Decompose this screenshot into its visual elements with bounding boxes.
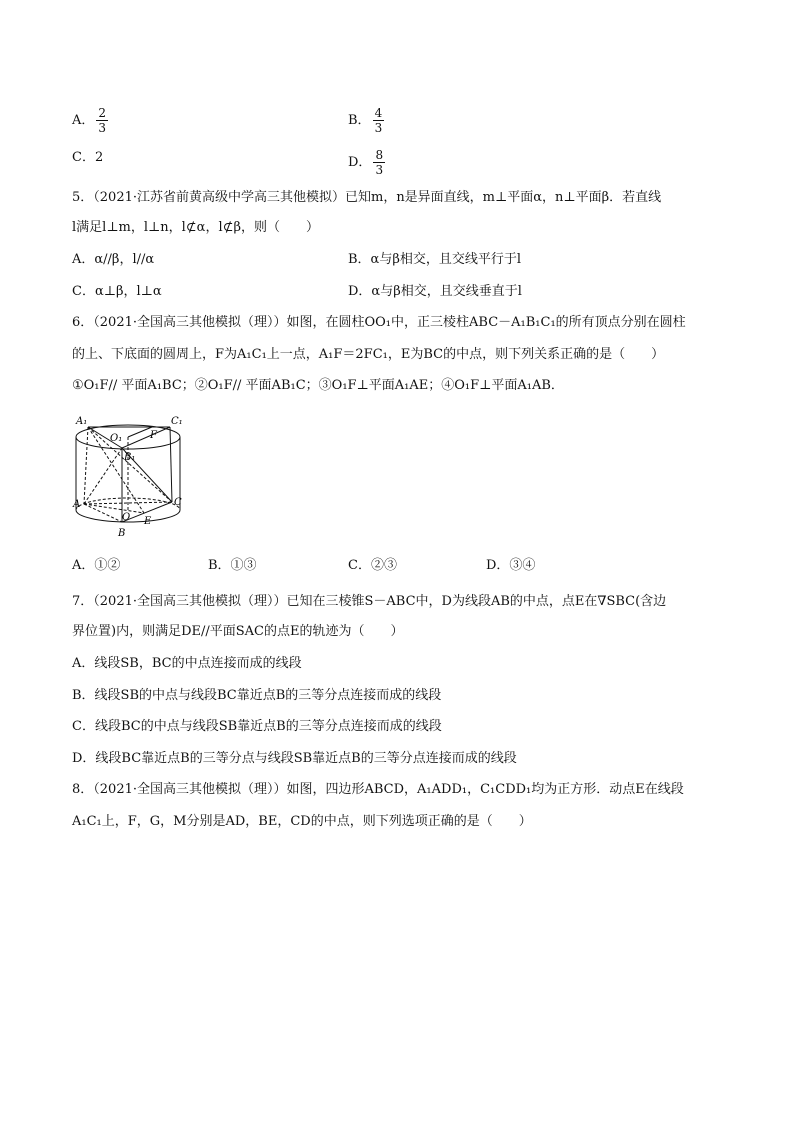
- q4-option-c: [72, 148, 103, 168]
- q6-option-d: D．③④: [486, 558, 536, 573]
- q7-option-b: B．线段SB的中点与线段BC靠近点B的三等分点连接而成的线段: [72, 688, 442, 703]
- q5-stem-line2: l满足l⊥m，l⊥n，l⊄α，l⊄β，则（ ）: [72, 220, 320, 235]
- q8-stem-line1: 8．（2021·全国高三其他模拟（理））如图，四边形ABCD，A₁ADD₁，C₁CDD₁均为正方形．动点E在线段: [72, 782, 684, 797]
- q6-option-c: C．②③: [348, 558, 397, 573]
- q5-stem-line1: 5．（2021·江苏省前黄高级中学高三其他模拟）已知m，n是异面直线，m⊥平面α，n⊥平面β．若直线: [72, 190, 662, 205]
- option-label: A．: [72, 113, 95, 128]
- q4-option-d: [348, 148, 385, 177]
- label-b: B: [118, 528, 126, 539]
- q6-stem-line1: 6．（2021·全国高三其他模拟（理））如图，在圆柱OO₁中，正三棱柱ABC－A₁B₁C₁的所有顶点分别在圆柱: [72, 315, 686, 330]
- edge-ab: [84, 504, 122, 522]
- label-o1: O₁: [110, 433, 123, 444]
- q6-option-b: B．①③: [208, 558, 257, 573]
- label-o: O: [122, 512, 131, 523]
- label-c: C: [174, 497, 182, 508]
- q5-option-b: B．α与β相交，且交线平行于l: [348, 252, 522, 267]
- q7-option-a: A．线段SB，BC的中点连接而成的线段: [72, 656, 302, 671]
- segment-o1f: [128, 427, 152, 437]
- cylinder-prism-figure: [70, 412, 190, 542]
- label-c1: C₁: [171, 416, 183, 427]
- label-a: A: [73, 499, 81, 510]
- q7-option-d: D．线段BC靠近点B的三等分点与线段SB靠近点B的三等分点连接而成的线段: [72, 751, 517, 766]
- segment-ab1: [84, 448, 122, 504]
- fraction: $\frac{8}{3}$: [375, 148, 384, 177]
- label-f: F: [150, 430, 157, 441]
- q5-option-c: C．α⊥β，l⊥α: [72, 284, 162, 299]
- q7-stem-line2: 界位置)内，则满足DE//平面SAC的点E的轨迹为（ ）: [72, 624, 404, 639]
- q5-option-d: D．α与β相交，且交线垂直于l: [348, 284, 522, 299]
- q7-stem-line1: 7．（2021·全国高三其他模拟（理））已知在三棱锥S－ABC中，D为线段AB的中点，点E在∇SBC(含边: [72, 594, 667, 609]
- q5-option-a: A．α//β，l//α: [72, 252, 155, 267]
- option-label: D．: [348, 155, 372, 170]
- q6-stem-line2: 的上、下底面的圆周上，F为A₁C₁上一点，A₁F＝2FC₁，E为BC的中点，则下列关系正确的是（ ）: [72, 347, 665, 362]
- label-a1: A₁: [76, 416, 88, 427]
- fraction: $\frac{2}{3}$: [98, 106, 107, 135]
- label-b1: B₁: [124, 452, 136, 463]
- edge-b1c1: [122, 427, 170, 448]
- q8-stem-line2: A₁C₁上，F，G，M分别是AD，BE，CD的中点，则下列选项正确的是（ ）: [72, 814, 532, 829]
- q4-option-a: [72, 106, 108, 135]
- fraction: $\frac{4}{3}$: [374, 106, 383, 135]
- option-label: B．: [348, 113, 371, 128]
- q6-option-a: A．①②: [72, 558, 121, 573]
- label-e: E: [144, 516, 152, 527]
- q6-stem-line3: ①O₁F// 平面A₁BC；②O₁F// 平面AB₁C；③O₁F⊥平面A₁AE；④O₁F⊥平面A₁AB．: [72, 378, 564, 393]
- edge-aa1: [84, 427, 88, 504]
- option-label: C．: [72, 150, 95, 165]
- edge-cc1: [170, 427, 172, 502]
- q7-option-c: C．线段BC的中点与线段SB靠近点B的三等分点连接而成的线段: [72, 719, 442, 734]
- option-text: 2: [94, 150, 104, 165]
- q4-option-b: [348, 106, 384, 135]
